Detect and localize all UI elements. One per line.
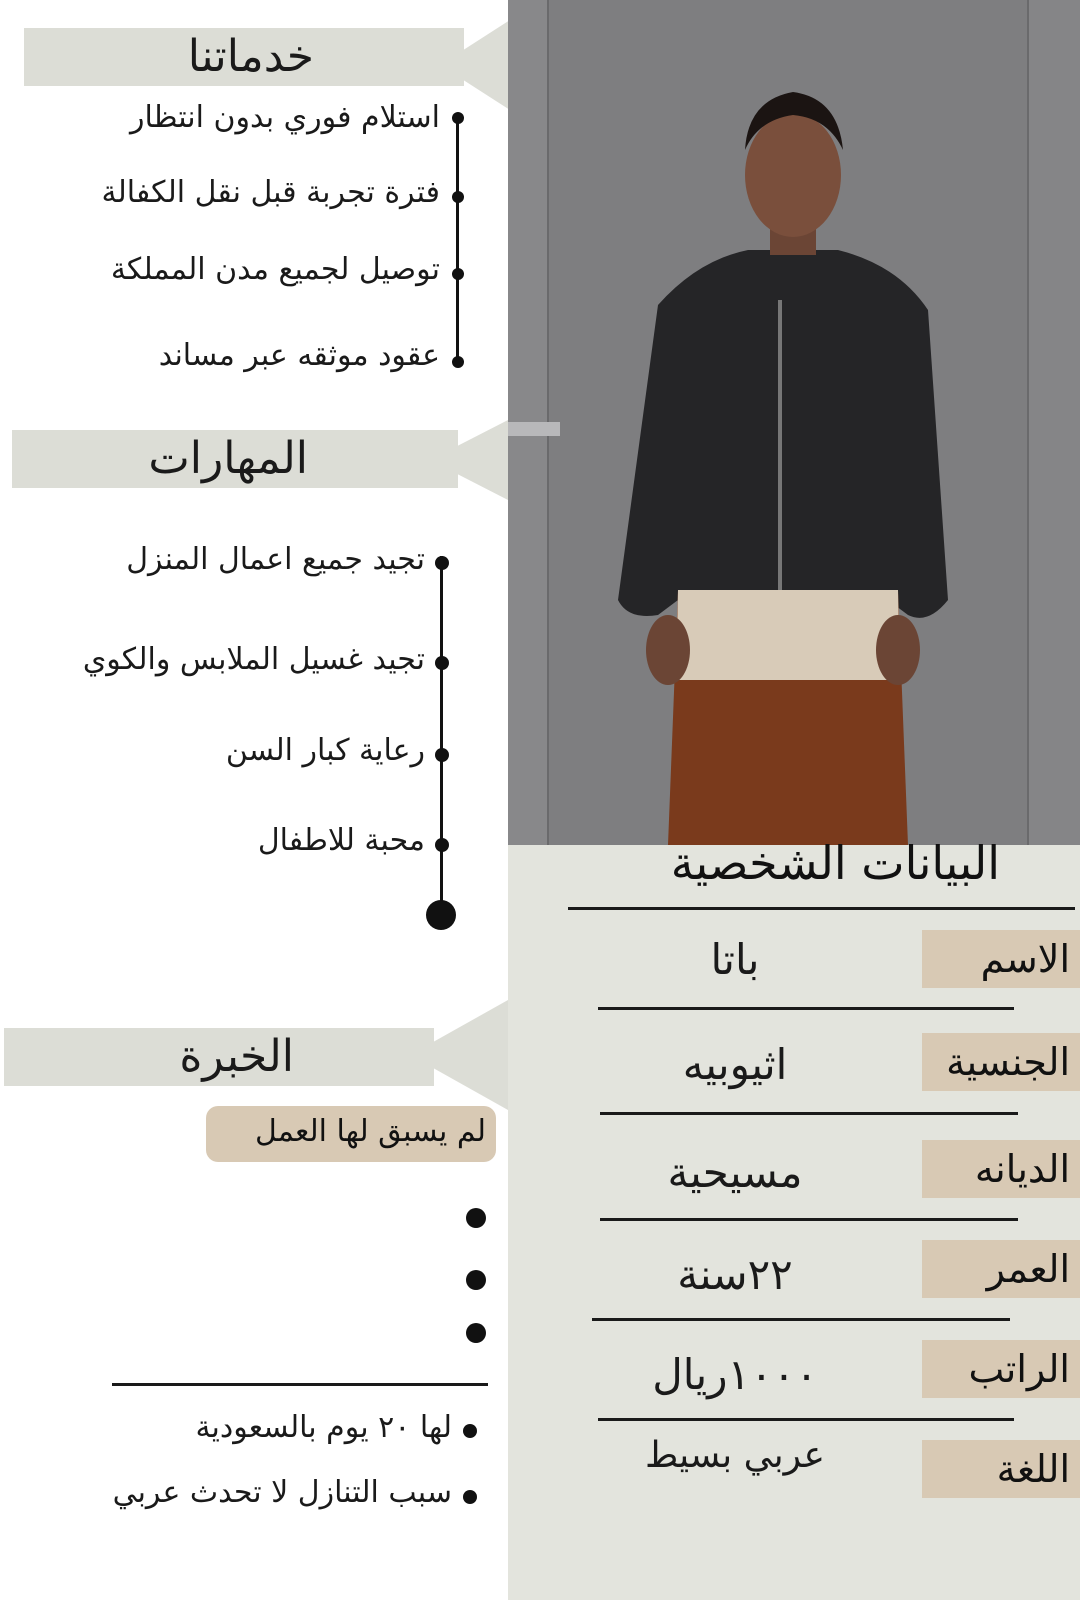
divider	[600, 1218, 1018, 1221]
service-item: استلام فوري بدون انتظار	[129, 100, 440, 135]
service-item: توصيل لجميع مدن المملكة	[110, 252, 440, 287]
skills-banner-arrow	[430, 420, 508, 500]
services-banner-arrow	[440, 20, 510, 110]
experience-banner	[4, 1028, 434, 1086]
value-language: عربي بسيط	[645, 1435, 825, 1476]
bullet-dot	[435, 838, 449, 852]
bullet-dot	[463, 1424, 477, 1438]
service-item: فترة تجربة قبل نقل الكفالة	[101, 175, 440, 210]
services-timeline	[456, 118, 459, 364]
experience-note: لها ٢٠ يوم بالسعودية	[195, 1410, 452, 1445]
experience-banner-arrow	[410, 1000, 508, 1110]
experience-badge-text: لم يسبق لها العمل	[254, 1114, 486, 1149]
skill-item: تجيد غسيل الملابس والكوي	[82, 642, 425, 677]
bullet-dot	[466, 1270, 486, 1290]
divider	[568, 907, 1075, 910]
bullet-dot	[466, 1208, 486, 1228]
skills-title: المهارات	[148, 433, 308, 484]
worker-photo	[508, 0, 1080, 845]
divider	[592, 1318, 1010, 1321]
divider	[112, 1383, 488, 1386]
label-age: العمر	[922, 1240, 1080, 1298]
bullet-dot	[463, 1490, 477, 1504]
bullet-dot	[435, 748, 449, 762]
skill-item: رعاية كبار السن	[225, 733, 425, 768]
skills-timeline	[440, 556, 443, 916]
label-nationality: الجنسية	[922, 1033, 1080, 1091]
skill-item: محبة للاطفال	[257, 823, 425, 858]
divider	[598, 1418, 1014, 1421]
value-religion: مسيحية	[667, 1148, 803, 1197]
value-name: باتا	[710, 935, 760, 984]
personal-title: البيانات الشخصية	[670, 836, 1000, 890]
experience-title: الخبرة	[179, 1031, 294, 1082]
service-item: عقود موثقه عبر مساند	[158, 338, 440, 373]
value-salary: ١٠٠٠ريال	[652, 1350, 818, 1399]
bullet-dot	[452, 356, 464, 368]
label-salary: الراتب	[922, 1340, 1080, 1398]
label-name: الاسم	[922, 930, 1080, 988]
divider	[598, 1007, 1014, 1010]
bullet-dot	[452, 191, 464, 203]
bullet-dot	[452, 268, 464, 280]
timeline-end-dot	[426, 900, 456, 930]
bullet-dot	[452, 112, 464, 124]
experience-badge	[206, 1106, 496, 1162]
skill-item: تجيد جميع اعمال المنزل	[126, 542, 425, 577]
left-column	[0, 0, 508, 1600]
bullet-dot	[466, 1323, 486, 1343]
services-banner	[24, 28, 464, 86]
experience-note: سبب التنازل لا تحدث عربي	[112, 1475, 452, 1510]
divider	[600, 1112, 1018, 1115]
skills-banner	[12, 430, 458, 488]
label-religion: الديانه	[922, 1140, 1080, 1198]
bullet-dot	[435, 656, 449, 670]
services-title: خدماتنا	[187, 31, 314, 82]
value-nationality: اثيوبيه	[682, 1040, 788, 1089]
value-age: ٢٢سنة	[677, 1250, 793, 1299]
bullet-dot	[435, 556, 449, 570]
label-language: اللغة	[922, 1440, 1080, 1498]
